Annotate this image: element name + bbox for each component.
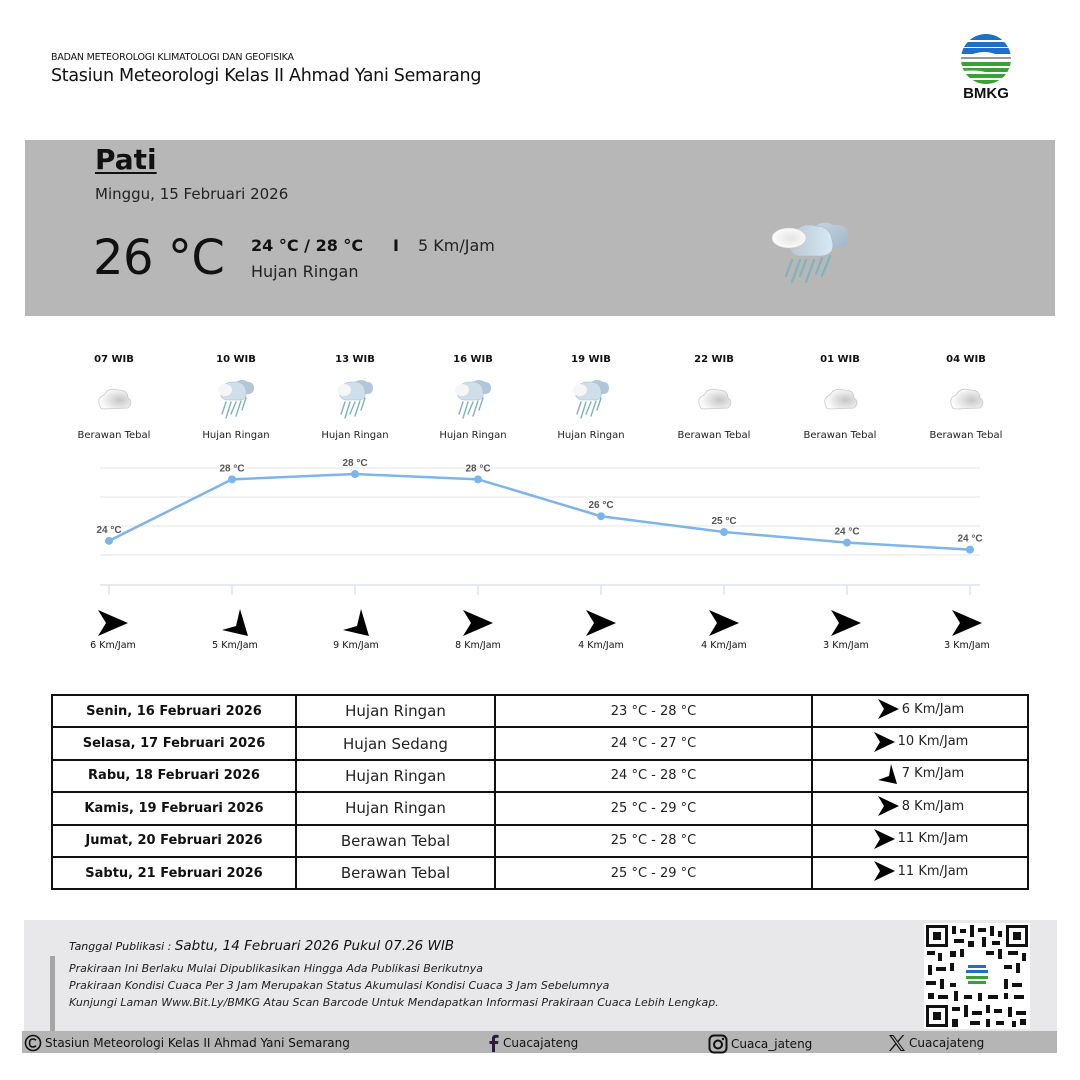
day-wind <box>812 760 1028 792</box>
facebook-icon <box>488 1034 500 1052</box>
day-wind-speed: 11 Km/Jam <box>897 863 969 879</box>
wind-direction-arrow-icon <box>876 795 900 817</box>
svg-text:24 °C: 24 °C <box>957 533 983 545</box>
hourly-item <box>531 354 651 441</box>
hour-time: 22 WIB <box>694 354 734 365</box>
hourly-wind <box>306 608 406 651</box>
wind-direction-arrow-icon <box>872 731 896 753</box>
hourly-wind <box>917 608 1017 651</box>
hour-time: 13 WIB <box>335 354 375 365</box>
hourly-wind <box>796 608 896 651</box>
hour-time: 01 WIB <box>820 354 860 365</box>
light-rain-icon <box>770 220 860 300</box>
wind-direction-arrow-icon <box>950 608 984 638</box>
qr-code-icon[interactable] <box>924 923 1030 1029</box>
instagram-handle: Cuaca_jateng <box>731 1037 813 1051</box>
station-name: Stasiun Meteorologi Kelas II Ahmad Yani Semarang <box>51 66 482 86</box>
day-wind-speed: 10 Km/Jam <box>897 734 969 750</box>
hourly-item <box>654 354 774 441</box>
hour-condition: Berawan Tebal <box>929 430 1003 441</box>
footer-copyright <box>24 1034 350 1052</box>
svg-text:28 °C: 28 °C <box>465 463 491 475</box>
day-temp-range: 25 °C - 29 °C <box>495 792 812 824</box>
day-date: Rabu, 18 Februari 2026 <box>52 760 296 792</box>
publication-value: Sabtu, 14 Februari 2026 Pukul 07.26 WIB <box>174 938 455 954</box>
table-row <box>52 695 1028 727</box>
day-temp-range: 25 °C - 29 °C <box>495 857 812 889</box>
daily-forecast-table <box>51 694 1029 890</box>
logo-text: BMKG <box>963 85 1009 102</box>
x-icon <box>888 1034 906 1052</box>
hourly-wind <box>551 608 651 651</box>
current-wind-speed: 5 Km/Jam <box>418 236 495 255</box>
hourly-wind <box>63 608 163 651</box>
chart-points <box>96 458 982 554</box>
wind-direction-arrow-icon <box>876 763 900 785</box>
day-temp-range: 24 °C - 28 °C <box>495 760 812 792</box>
day-wind <box>812 825 1028 857</box>
publication-date <box>69 938 454 954</box>
hour-condition: Berawan Tebal <box>803 430 877 441</box>
separator: I <box>393 236 399 255</box>
day-condition: Hujan Sedang <box>296 727 495 759</box>
light-rain-icon <box>214 378 258 424</box>
current-date: Minggu, 15 Februari 2026 <box>95 185 289 203</box>
hourly-item <box>295 354 415 441</box>
accent-bar <box>50 956 55 1031</box>
day-wind-speed: 8 Km/Jam <box>901 798 965 814</box>
wind-speed: 5 Km/Jam <box>212 640 258 651</box>
day-condition: Berawan Tebal <box>296 857 495 889</box>
overcast-icon <box>818 378 862 424</box>
hour-time: 04 WIB <box>946 354 986 365</box>
hourly-item <box>54 354 174 441</box>
hourly-wind <box>185 608 285 651</box>
publication-panel <box>24 920 1057 1031</box>
wind-direction-arrow-icon <box>829 608 863 638</box>
wind-speed: 6 Km/Jam <box>90 640 136 651</box>
copyright-icon <box>24 1034 42 1052</box>
current-weather-panel <box>25 140 1055 316</box>
day-wind <box>812 695 1028 727</box>
hour-condition: Berawan Tebal <box>677 430 751 441</box>
hourly-item <box>413 354 533 441</box>
day-date: Jumat, 20 Februari 2026 <box>52 825 296 857</box>
overcast-icon <box>692 378 736 424</box>
instagram-icon <box>708 1034 728 1054</box>
bmkg-logo <box>955 33 1017 103</box>
wind-speed: 4 Km/Jam <box>701 640 747 651</box>
day-condition: Hujan Ringan <box>296 760 495 792</box>
wind-speed: 8 Km/Jam <box>455 640 501 651</box>
publication-label: Tanggal Publikasi : <box>69 940 175 953</box>
day-temp-range: 24 °C - 27 °C <box>495 727 812 759</box>
svg-text:28 °C: 28 °C <box>219 463 245 475</box>
wind-direction-arrow-icon <box>872 828 896 850</box>
table-row <box>52 792 1028 824</box>
wind-speed: 4 Km/Jam <box>578 640 624 651</box>
day-temp-range: 23 °C - 28 °C <box>495 695 812 727</box>
temperature-line <box>109 474 970 550</box>
city-name: Pati <box>95 143 157 176</box>
table-row <box>52 760 1028 792</box>
overcast-icon <box>92 378 136 424</box>
facebook-link[interactable] <box>488 1034 578 1052</box>
footer-bar <box>22 1031 1057 1053</box>
svg-text:26 °C: 26 °C <box>588 500 614 512</box>
publication-note: Prakiraan Ini Berlaku Mulai Dipublikasikan Hingga Ada Publikasi Berikutnya <box>69 962 484 975</box>
current-condition: Hujan Ringan <box>251 262 359 281</box>
day-temp-range: 25 °C - 28 °C <box>495 825 812 857</box>
day-wind-speed: 6 Km/Jam <box>901 701 965 717</box>
hour-time: 10 WIB <box>216 354 256 365</box>
light-rain-icon <box>569 378 613 424</box>
light-rain-icon <box>333 378 377 424</box>
table-row <box>52 857 1028 889</box>
hour-time: 19 WIB <box>571 354 611 365</box>
wind-direction-arrow-icon <box>872 860 896 882</box>
publication-note: Prakiraan Kondisi Cuaca Per 3 Jam Merupakan Status Akumulasi Kondisi Cuaca 3 Jam Sebelumnya <box>69 979 610 992</box>
x-link[interactable] <box>888 1034 984 1052</box>
facebook-handle: Cuacajateng <box>503 1036 579 1050</box>
day-condition: Hujan Ringan <box>296 695 495 727</box>
publication-note: Kunjungi Laman Www.Bit.Ly/BMKG Atau Scan Barcode Untuk Mendapatkan Informasi Prakiraan Cuaca Lebih Lengkap. <box>69 996 719 1009</box>
wind-direction-arrow-icon <box>584 608 618 638</box>
copyright-text: Stasiun Meteorologi Kelas II Ahmad Yani Semarang <box>45 1036 350 1050</box>
hourly-wind <box>674 608 774 651</box>
instagram-link[interactable] <box>708 1034 812 1054</box>
wind-speed: 3 Km/Jam <box>823 640 869 651</box>
hour-condition: Hujan Ringan <box>202 430 270 441</box>
day-date: Senin, 16 Februari 2026 <box>52 695 296 727</box>
table-row <box>52 727 1028 759</box>
wind-direction-arrow-icon <box>461 608 495 638</box>
wind-speed: 3 Km/Jam <box>944 640 990 651</box>
hour-condition: Hujan Ringan <box>439 430 507 441</box>
current-temperature: 26 °C <box>93 230 225 286</box>
hourly-item <box>780 354 900 441</box>
min-max-temperature: 24 °C / 28 °C <box>251 236 364 255</box>
table-row <box>52 825 1028 857</box>
wind-direction-arrow-icon <box>876 698 900 720</box>
svg-text:24 °C: 24 °C <box>834 526 860 538</box>
wind-speed: 9 Km/Jam <box>333 640 379 651</box>
day-wind-speed: 7 Km/Jam <box>901 766 965 782</box>
bmkg-logo-icon <box>955 33 1017 85</box>
wind-direction-arrow-icon <box>96 608 130 638</box>
wind-direction-arrow-icon <box>339 608 373 638</box>
hour-time: 16 WIB <box>453 354 493 365</box>
svg-text:24 °C: 24 °C <box>96 524 122 536</box>
hour-condition: Hujan Ringan <box>557 430 625 441</box>
hourly-item <box>176 354 296 441</box>
hourly-item <box>906 354 1026 441</box>
day-date: Kamis, 19 Februari 2026 <box>52 792 296 824</box>
day-wind <box>812 857 1028 889</box>
light-rain-icon <box>451 378 495 424</box>
svg-text:25 °C: 25 °C <box>711 516 737 528</box>
x-handle: Cuacajateng <box>909 1036 985 1050</box>
organization-name: BADAN METEOROLOGI KLIMATOLOGI DAN GEOFISIKA <box>51 52 294 63</box>
hour-time: 07 WIB <box>94 354 134 365</box>
day-wind-speed: 11 Km/Jam <box>897 831 969 847</box>
temperature-line-chart <box>90 455 990 595</box>
hourly-wind <box>428 608 528 651</box>
wind-direction-arrow-icon <box>218 608 252 638</box>
hour-condition: Hujan Ringan <box>321 430 389 441</box>
day-date: Sabtu, 21 Februari 2026 <box>52 857 296 889</box>
svg-text:28 °C: 28 °C <box>342 458 368 470</box>
day-condition: Hujan Ringan <box>296 792 495 824</box>
hour-condition: Berawan Tebal <box>77 430 151 441</box>
overcast-icon <box>944 378 988 424</box>
day-wind <box>812 727 1028 759</box>
day-wind <box>812 792 1028 824</box>
day-condition: Berawan Tebal <box>296 825 495 857</box>
wind-direction-arrow-icon <box>707 608 741 638</box>
day-date: Selasa, 17 Februari 2026 <box>52 727 296 759</box>
